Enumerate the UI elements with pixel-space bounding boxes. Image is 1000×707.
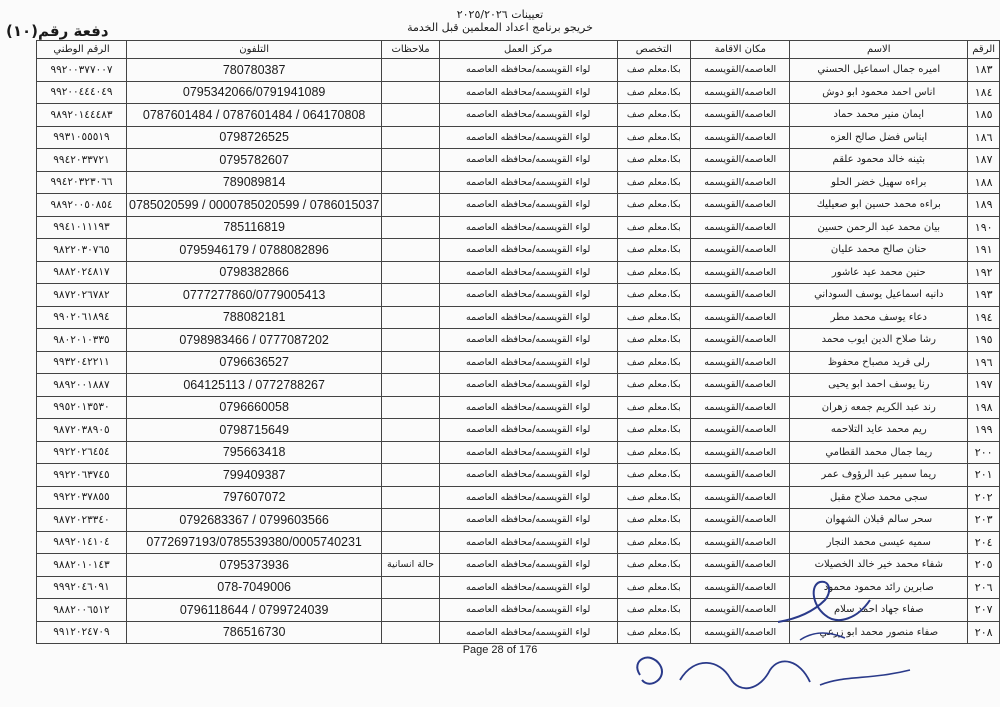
workplace-cell: لواء القويسمه/محافظه العاصمه: [439, 509, 617, 532]
row-number-cell: ١٨٣: [968, 59, 1000, 82]
name-cell: ايمان منير محمد حماد: [790, 104, 968, 127]
row-number-cell: ٢٠٣: [968, 509, 1000, 532]
residence-cell: العاصمه/القويسمه: [691, 464, 790, 487]
national-id-cell: ٩٨٨٢٠٢٤٨١٧: [37, 261, 127, 284]
notes-cell: [382, 149, 440, 172]
name-cell: رلى فريد مصباح محفوظ: [790, 351, 968, 374]
notes-cell: [382, 126, 440, 149]
notes-cell: حالة انسانية: [382, 554, 440, 577]
batch-label: دفعة رقم(١٠): [6, 22, 109, 40]
page-header: [0, 8, 1000, 34]
workplace-cell: لواء القويسمه/محافظه العاصمه: [439, 419, 617, 442]
residence-cell: العاصمه/القويسمه: [691, 126, 790, 149]
residence-cell: العاصمه/القويسمه: [691, 104, 790, 127]
row-number-cell: ١٩٥: [968, 329, 1000, 352]
phone-cell: 780780387: [127, 59, 382, 82]
workplace-cell: لواء القويسمه/محافظه العاصمه: [439, 149, 617, 172]
residence-cell: العاصمه/القويسمه: [691, 486, 790, 509]
residence-cell: العاصمه/القويسمه: [691, 599, 790, 622]
name-cell: اناس احمد محمود ابو دوش: [790, 81, 968, 104]
notes-cell: [382, 239, 440, 262]
notes-cell: [382, 261, 440, 284]
specialty-cell: بكا.معلم صف: [617, 216, 691, 239]
column-header-national-id: الرقم الوطني: [37, 41, 127, 59]
workplace-cell: لواء القويسمه/محافظه العاصمه: [439, 261, 617, 284]
table-row: [37, 284, 1000, 307]
column-header-phone: التلفون: [127, 41, 382, 59]
specialty-cell: بكا.معلم صف: [617, 531, 691, 554]
residence-cell: العاصمه/القويسمه: [691, 374, 790, 397]
workplace-cell: لواء القويسمه/محافظه العاصمه: [439, 216, 617, 239]
name-cell: براءه محمد حسين ابو صعيليك: [790, 194, 968, 217]
residence-cell: العاصمه/القويسمه: [691, 149, 790, 172]
specialty-cell: بكا.معلم صف: [617, 194, 691, 217]
workplace-cell: لواء القويسمه/محافظه العاصمه: [439, 351, 617, 374]
national-id-cell: ٩٨٩٢٠١٤٤٤٨٣: [37, 104, 127, 127]
national-id-cell: ٩٩٠٢٠٦١٨٩٤: [37, 306, 127, 329]
table-row: [37, 464, 1000, 487]
table-row: [37, 621, 1000, 644]
residence-cell: العاصمه/القويسمه: [691, 419, 790, 442]
notes-cell: [382, 486, 440, 509]
name-cell: صفاء جهاد احمد سلام: [790, 599, 968, 622]
name-cell: رشا صلاح الدين ايوب محمد: [790, 329, 968, 352]
notes-cell: [382, 599, 440, 622]
phone-cell: 0798715649: [127, 419, 382, 442]
phone-cell: 0777087202 / 0798983466: [127, 329, 382, 352]
phone-cell: 0777277860/0779005413: [127, 284, 382, 307]
notes-cell: [382, 329, 440, 352]
residence-cell: العاصمه/القويسمه: [691, 216, 790, 239]
name-cell: شفاء محمد خير خالد الخصيلات: [790, 554, 968, 577]
workplace-cell: لواء القويسمه/محافظه العاصمه: [439, 171, 617, 194]
phone-cell: 064170808 / 0787601484 / 0787601484: [127, 104, 382, 127]
table-row: [37, 239, 1000, 262]
residence-cell: العاصمه/القويسمه: [691, 531, 790, 554]
workplace-cell: لواء القويسمه/محافظه العاصمه: [439, 599, 617, 622]
phone-cell: 786516730: [127, 621, 382, 644]
notes-cell: [382, 81, 440, 104]
specialty-cell: بكا.معلم صف: [617, 126, 691, 149]
national-id-cell: ٩٨٩٢٠٠٥٠٨٥٤: [37, 194, 127, 217]
row-number-cell: ١٨٩: [968, 194, 1000, 217]
workplace-cell: لواء القويسمه/محافظه العاصمه: [439, 486, 617, 509]
residence-cell: العاصمه/القويسمه: [691, 554, 790, 577]
name-cell: بيان محمد عبد الرحمن حسين: [790, 216, 968, 239]
name-cell: براءه سهيل خضر الحلو: [790, 171, 968, 194]
phone-cell: 788082181: [127, 306, 382, 329]
notes-cell: [382, 576, 440, 599]
workplace-cell: لواء القويسمه/محافظه العاصمه: [439, 104, 617, 127]
phone-cell: 0796660058: [127, 396, 382, 419]
national-id-cell: ٩٩٢٢٠٣٧٨٥٥: [37, 486, 127, 509]
row-number-cell: ١٩٧: [968, 374, 1000, 397]
workplace-cell: لواء القويسمه/محافظه العاصمه: [439, 441, 617, 464]
residence-cell: العاصمه/القويسمه: [691, 621, 790, 644]
column-header-specialty: التخصص: [617, 41, 691, 59]
specialty-cell: بكا.معلم صف: [617, 554, 691, 577]
residence-cell: العاصمه/القويسمه: [691, 59, 790, 82]
workplace-cell: لواء القويسمه/محافظه العاصمه: [439, 239, 617, 262]
phone-cell: 0795342066/0791941089: [127, 81, 382, 104]
row-number-cell: ١٨٥: [968, 104, 1000, 127]
table-row: [37, 216, 1000, 239]
phone-cell: 0798726525: [127, 126, 382, 149]
workplace-cell: لواء القويسمه/محافظه العاصمه: [439, 374, 617, 397]
specialty-cell: بكا.معلم صف: [617, 374, 691, 397]
name-cell: سحر سالم قبلان الشهوان: [790, 509, 968, 532]
name-cell: حنين محمد عيد عاشور: [790, 261, 968, 284]
table-row: [37, 599, 1000, 622]
workplace-cell: لواء القويسمه/محافظه العاصمه: [439, 531, 617, 554]
page-number: Page 28 of 176: [462, 644, 538, 656]
national-id-cell: ٩٩٣٢٠٤٢٢١١: [37, 351, 127, 374]
table-row: [37, 554, 1000, 577]
name-cell: ريما جمال محمد القطامي: [790, 441, 968, 464]
notes-cell: [382, 621, 440, 644]
row-number-cell: ١٩٠: [968, 216, 1000, 239]
row-number-cell: ١٩٣: [968, 284, 1000, 307]
table-row: [37, 149, 1000, 172]
table-row: [37, 329, 1000, 352]
row-number-cell: ١٩٨: [968, 396, 1000, 419]
table-row: [37, 509, 1000, 532]
name-cell: بثينه خالد محمود علقم: [790, 149, 968, 172]
workplace-cell: لواء القويسمه/محافظه العاصمه: [439, 81, 617, 104]
national-id-cell: ٩٩٤٢٠٣٣٧٢١: [37, 149, 127, 172]
specialty-cell: بكا.معلم صف: [617, 104, 691, 127]
specialty-cell: بكا.معلم صف: [617, 576, 691, 599]
workplace-cell: لواء القويسمه/محافظه العاصمه: [439, 576, 617, 599]
national-id-cell: ٩٨٨٢٠٠٦٥١٢: [37, 599, 127, 622]
workplace-cell: لواء القويسمه/محافظه العاصمه: [439, 284, 617, 307]
row-number-cell: ١٩٩: [968, 419, 1000, 442]
table-row: [37, 486, 1000, 509]
table-row: [37, 351, 1000, 374]
name-cell: سميه عيسى محمد النجار: [790, 531, 968, 554]
notes-cell: [382, 419, 440, 442]
name-cell: سجى محمد صلاح مقبل: [790, 486, 968, 509]
row-number-cell: ١٨٧: [968, 149, 1000, 172]
national-id-cell: ٩٨٩٢٠١٤١٠٤: [37, 531, 127, 554]
table-row: [37, 576, 1000, 599]
national-id-cell: ٩٩٤٢٠٣٢٣٠٦٦: [37, 171, 127, 194]
phone-cell: 0772788267 / 064125113: [127, 374, 382, 397]
workplace-cell: لواء القويسمه/محافظه العاصمه: [439, 194, 617, 217]
table-row: [37, 441, 1000, 464]
national-id-cell: ٩٨٩٢٠٠١٨٨٧: [37, 374, 127, 397]
notes-cell: [382, 104, 440, 127]
workplace-cell: لواء القويسمه/محافظه العاصمه: [439, 59, 617, 82]
specialty-cell: بكا.معلم صف: [617, 59, 691, 82]
national-id-cell: ٩٩١٢٠٢٤٧٠٩: [37, 621, 127, 644]
name-cell: صفاء منصور محمد ابو زرعي: [790, 621, 968, 644]
workplace-cell: لواء القويسمه/محافظه العاصمه: [439, 554, 617, 577]
row-number-cell: ٢٠٠: [968, 441, 1000, 464]
phone-cell: 0799724039 / 0796118644: [127, 599, 382, 622]
national-id-cell: ٩٩٣١٠٥٥٥١٩: [37, 126, 127, 149]
name-cell: صابرين رائد محمود محمود: [790, 576, 968, 599]
table-row: [37, 171, 1000, 194]
notes-cell: [382, 216, 440, 239]
specialty-cell: بكا.معلم صف: [617, 81, 691, 104]
phone-cell: 0795373936: [127, 554, 382, 577]
name-cell: دعاء يوسف محمد مطر: [790, 306, 968, 329]
phone-cell: 795663418: [127, 441, 382, 464]
specialty-cell: بكا.معلم صف: [617, 239, 691, 262]
notes-cell: [382, 396, 440, 419]
specialty-cell: بكا.معلم صف: [617, 351, 691, 374]
row-number-cell: ١٨٦: [968, 126, 1000, 149]
national-id-cell: ٩٩٢٠٠٣٧٧٠٠٧: [37, 59, 127, 82]
residence-cell: العاصمه/القويسمه: [691, 396, 790, 419]
document-title: تعيينات ٢٠٢٥/٢٠٢٦: [456, 8, 544, 21]
notes-cell: [382, 171, 440, 194]
table-row: [37, 104, 1000, 127]
row-number-cell: ١٨٨: [968, 171, 1000, 194]
notes-cell: [382, 464, 440, 487]
specialty-cell: بكا.معلم صف: [617, 464, 691, 487]
name-cell: ايناس فضل صالح العزه: [790, 126, 968, 149]
specialty-cell: بكا.معلم صف: [617, 329, 691, 352]
national-id-cell: ٩٨٧٢٠٣٨٩٠٥: [37, 419, 127, 442]
name-cell: دانيه اسماعيل يوسف السوداني: [790, 284, 968, 307]
name-cell: حنان صالح محمد عليان: [790, 239, 968, 262]
workplace-cell: لواء القويسمه/محافظه العاصمه: [439, 126, 617, 149]
national-id-cell: ٩٨٢٢٠٣٠٧٦٥: [37, 239, 127, 262]
specialty-cell: بكا.معلم صف: [617, 306, 691, 329]
table-row: [37, 531, 1000, 554]
national-id-cell: ٩٩٢٢٠٢٦٤٥٤: [37, 441, 127, 464]
workplace-cell: لواء القويسمه/محافظه العاصمه: [439, 396, 617, 419]
workplace-cell: لواء القويسمه/محافظه العاصمه: [439, 329, 617, 352]
table-row: [37, 59, 1000, 82]
residence-cell: العاصمه/القويسمه: [691, 576, 790, 599]
row-number-cell: ٢٠٢: [968, 486, 1000, 509]
column-header-workplace: مركز العمل: [439, 41, 617, 59]
national-id-cell: ٩٩٥٢٠١٣٥٣٠: [37, 396, 127, 419]
phone-cell: 0795782607: [127, 149, 382, 172]
notes-cell: [382, 531, 440, 554]
table-row: [37, 194, 1000, 217]
phone-cell: 0796636527: [127, 351, 382, 374]
table-row: [37, 374, 1000, 397]
notes-cell: [382, 351, 440, 374]
table-header-row: [37, 41, 1000, 59]
phone-cell: 0772697193/0785539380/0005740231: [127, 531, 382, 554]
national-id-cell: ٩٩٤١٠١١١٩٣: [37, 216, 127, 239]
specialty-cell: بكا.معلم صف: [617, 171, 691, 194]
row-number-cell: ١٩٤: [968, 306, 1000, 329]
notes-cell: [382, 509, 440, 532]
notes-cell: [382, 441, 440, 464]
residence-cell: العاصمه/القويسمه: [691, 261, 790, 284]
row-number-cell: ١٩٢: [968, 261, 1000, 284]
national-id-cell: ٩٨٧٢٠٢٦٧٨٢: [37, 284, 127, 307]
row-number-cell: ١٨٤: [968, 81, 1000, 104]
row-number-cell: ٢٠٤: [968, 531, 1000, 554]
name-cell: رنا يوسف احمد ابو يحيى: [790, 374, 968, 397]
column-header-name: الاسم: [790, 41, 968, 59]
residence-cell: العاصمه/القويسمه: [691, 329, 790, 352]
national-id-cell: ٩٨٨٢٠١٠١٤٣: [37, 554, 127, 577]
table-row: [37, 396, 1000, 419]
residence-cell: العاصمه/القويسمه: [691, 351, 790, 374]
notes-cell: [382, 194, 440, 217]
workplace-cell: لواء القويسمه/محافظه العاصمه: [439, 621, 617, 644]
specialty-cell: بكا.معلم صف: [617, 419, 691, 442]
specialty-cell: بكا.معلم صف: [617, 149, 691, 172]
name-cell: اميره جمال اسماعيل الحسني: [790, 59, 968, 82]
row-number-cell: ٢٠٥: [968, 554, 1000, 577]
notes-cell: [382, 374, 440, 397]
residence-cell: العاصمه/القويسمه: [691, 171, 790, 194]
specialty-cell: بكا.معلم صف: [617, 284, 691, 307]
table-row: [37, 306, 1000, 329]
residence-cell: العاصمه/القويسمه: [691, 509, 790, 532]
phone-cell: 0799603566 / 0792683367: [127, 509, 382, 532]
row-number-cell: ١٩٦: [968, 351, 1000, 374]
notes-cell: [382, 284, 440, 307]
specialty-cell: بكا.معلم صف: [617, 621, 691, 644]
appointments-table: [36, 40, 1000, 644]
table-row: [37, 126, 1000, 149]
specialty-cell: بكا.معلم صف: [617, 486, 691, 509]
phone-cell: 0786015037 / 0000785020599 / 0785020599: [127, 194, 382, 217]
phone-cell: 078-7049006: [127, 576, 382, 599]
column-header-residence: مكان الاقامة: [691, 41, 790, 59]
phone-cell: 0788082896 / 0795946179: [127, 239, 382, 262]
specialty-cell: بكا.معلم صف: [617, 396, 691, 419]
national-id-cell: ٩٩٩٢٠٤٦٠٩١: [37, 576, 127, 599]
national-id-cell: ٩٩٢٢٠٦٣٧٤٥: [37, 464, 127, 487]
residence-cell: العاصمه/القويسمه: [691, 284, 790, 307]
table-row: [37, 419, 1000, 442]
notes-cell: [382, 306, 440, 329]
workplace-cell: لواء القويسمه/محافظه العاصمه: [439, 306, 617, 329]
national-id-cell: ٩٨٧٢٠٢٣٣٤٠: [37, 509, 127, 532]
name-cell: ريما سمير عبد الرؤوف عمر: [790, 464, 968, 487]
specialty-cell: بكا.معلم صف: [617, 441, 691, 464]
name-cell: ريم محمد عايد التلاحمه: [790, 419, 968, 442]
row-number-cell: ٢٠١: [968, 464, 1000, 487]
national-id-cell: ٩٨٠٢٠١٠٣٣٥: [37, 329, 127, 352]
phone-cell: 785116819: [127, 216, 382, 239]
row-number-cell: ٢٠٦: [968, 576, 1000, 599]
specialty-cell: بكا.معلم صف: [617, 599, 691, 622]
notes-cell: [382, 59, 440, 82]
specialty-cell: بكا.معلم صف: [617, 509, 691, 532]
phone-cell: 799409387: [127, 464, 382, 487]
specialty-cell: بكا.معلم صف: [617, 261, 691, 284]
residence-cell: العاصمه/القويسمه: [691, 81, 790, 104]
residence-cell: العاصمه/القويسمه: [691, 441, 790, 464]
row-number-cell: ٢٠٨: [968, 621, 1000, 644]
phone-cell: 797607072: [127, 486, 382, 509]
name-cell: رند عبد الكريم جمعه زهران: [790, 396, 968, 419]
row-number-cell: ١٩١: [968, 239, 1000, 262]
column-header-notes: ملاحظات: [382, 41, 440, 59]
residence-cell: العاصمه/القويسمه: [691, 239, 790, 262]
workplace-cell: لواء القويسمه/محافظه العاصمه: [439, 464, 617, 487]
phone-cell: 789089814: [127, 171, 382, 194]
residence-cell: العاصمه/القويسمه: [691, 306, 790, 329]
column-header-number: الرقم: [968, 41, 1000, 59]
phone-cell: 0798382866: [127, 261, 382, 284]
national-id-cell: ٩٩٢٠٠٤٤٤٠٤٩: [37, 81, 127, 104]
table-row: [37, 81, 1000, 104]
table-row: [37, 261, 1000, 284]
document-subtitle: خريجو برنامج اعداد المعلمين قبل الخدمة: [407, 21, 593, 34]
residence-cell: العاصمه/القويسمه: [691, 194, 790, 217]
row-number-cell: ٢٠٧: [968, 599, 1000, 622]
